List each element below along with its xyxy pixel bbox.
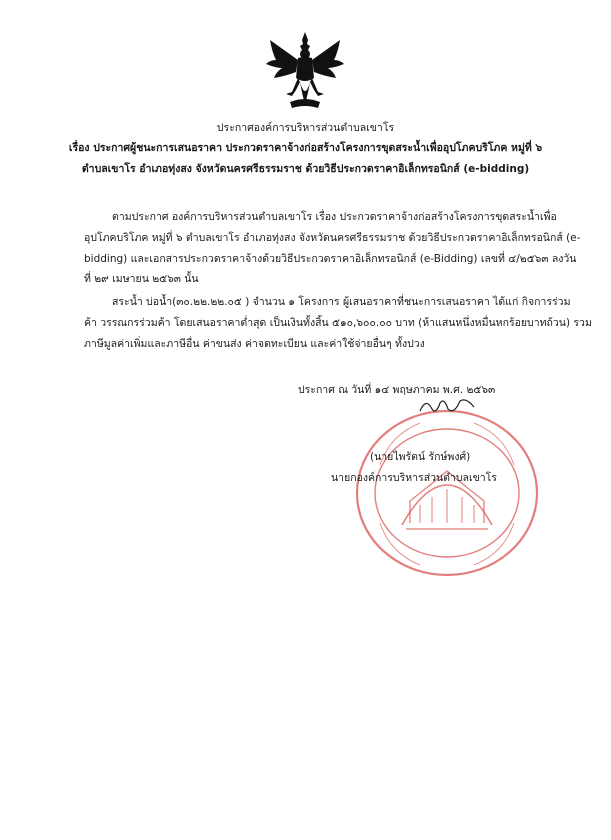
- paragraph-1-line-1: ตามประกาศ องค์การบริหารส่วนตำบลเขาโร เรื่อง ประกวดราคาจ้างก่อสร้างโครงการขุดสระน้ำเพื่อ: [112, 211, 557, 223]
- garuda-emblem-icon: [262, 30, 348, 116]
- official-seal-stamp: [350, 405, 545, 580]
- paragraph-1-line-2: อุปโภคบริโภค หมู่ที่ ๖ ตำบลเขาโร อำเภอทุ่งสง จังหวัดนครศรีธรรมราช ด้วยวิธีประกวดราคาอิเล็กทรอนิกส์ (e-: [84, 232, 581, 244]
- paragraph-1-line-3: bidding) และเอกสารประกวดราคาจ้างด้วยวิธีประกวดราคาอิเล็กทรอนิกส์ (e-Bidding) เลขที่ ๔/๒๕๖๓ ลงวัน: [84, 253, 577, 265]
- paragraph-2-line-2: ค้า วรรณกรร่วมค้า โดยเสนอราคาต่ำสุด เป็นเงินทั้งสิ้น ๕๑๐,๖๐๐.๐๐ บาท (ห้าแสนหนึ่งหมื่นหกร้อยบาทถ้วน) รวม: [84, 317, 592, 329]
- issuer-title: ประกาศองค์การบริหารส่วนตำบลเขาโร: [216, 122, 395, 134]
- announcement-date: ประกาศ ณ วันที่ ๑๔ พฤษภาคม พ.ศ. ๒๕๖๓: [298, 384, 496, 396]
- subject-line-1: เรื่อง ประกาศผู้ชนะการเสนอราคา ประกวดราคาจ้างก่อสร้างโครงการขุดสระน้ำเพื่ออุปโภคบริโภค หมู่ที่ ๖: [68, 142, 543, 154]
- subject-line-2: ตำบลเขาโร อำเภอทุ่งสง จังหวัดนครศรีธรรมราช ด้วยวิธีประกวดราคาอิเล็กทรอนิกส์ (e-bidding): [81, 163, 530, 175]
- signatory-name: (นายไพรัตน์ รักษ์พงศ์): [370, 451, 471, 463]
- paragraph-2-line-3: ภาษีมูลค่าเพิ่มและภาษีอื่น ค่าขนส่ง ค่าจดทะเบียน และค่าใช้จ่ายอื่นๆ ทั้งปวง: [84, 338, 425, 350]
- paragraph-2-line-1: สระน้ำ บ่อน้ำ(๓๐.๒๒.๒๒.๐๕ ) จำนวน ๑ โครงการ ผู้เสนอราคาที่ชนะการเสนอราคา ได้แก่ กิจการร่วม: [112, 296, 571, 308]
- signatory-position: นายกองค์การบริหารส่วนตำบลเขาโร: [331, 472, 497, 484]
- handwritten-signature: [418, 395, 478, 417]
- paragraph-1-line-4: ที่ ๒๙ เมษายน ๒๕๖๓ นั้น: [84, 273, 199, 285]
